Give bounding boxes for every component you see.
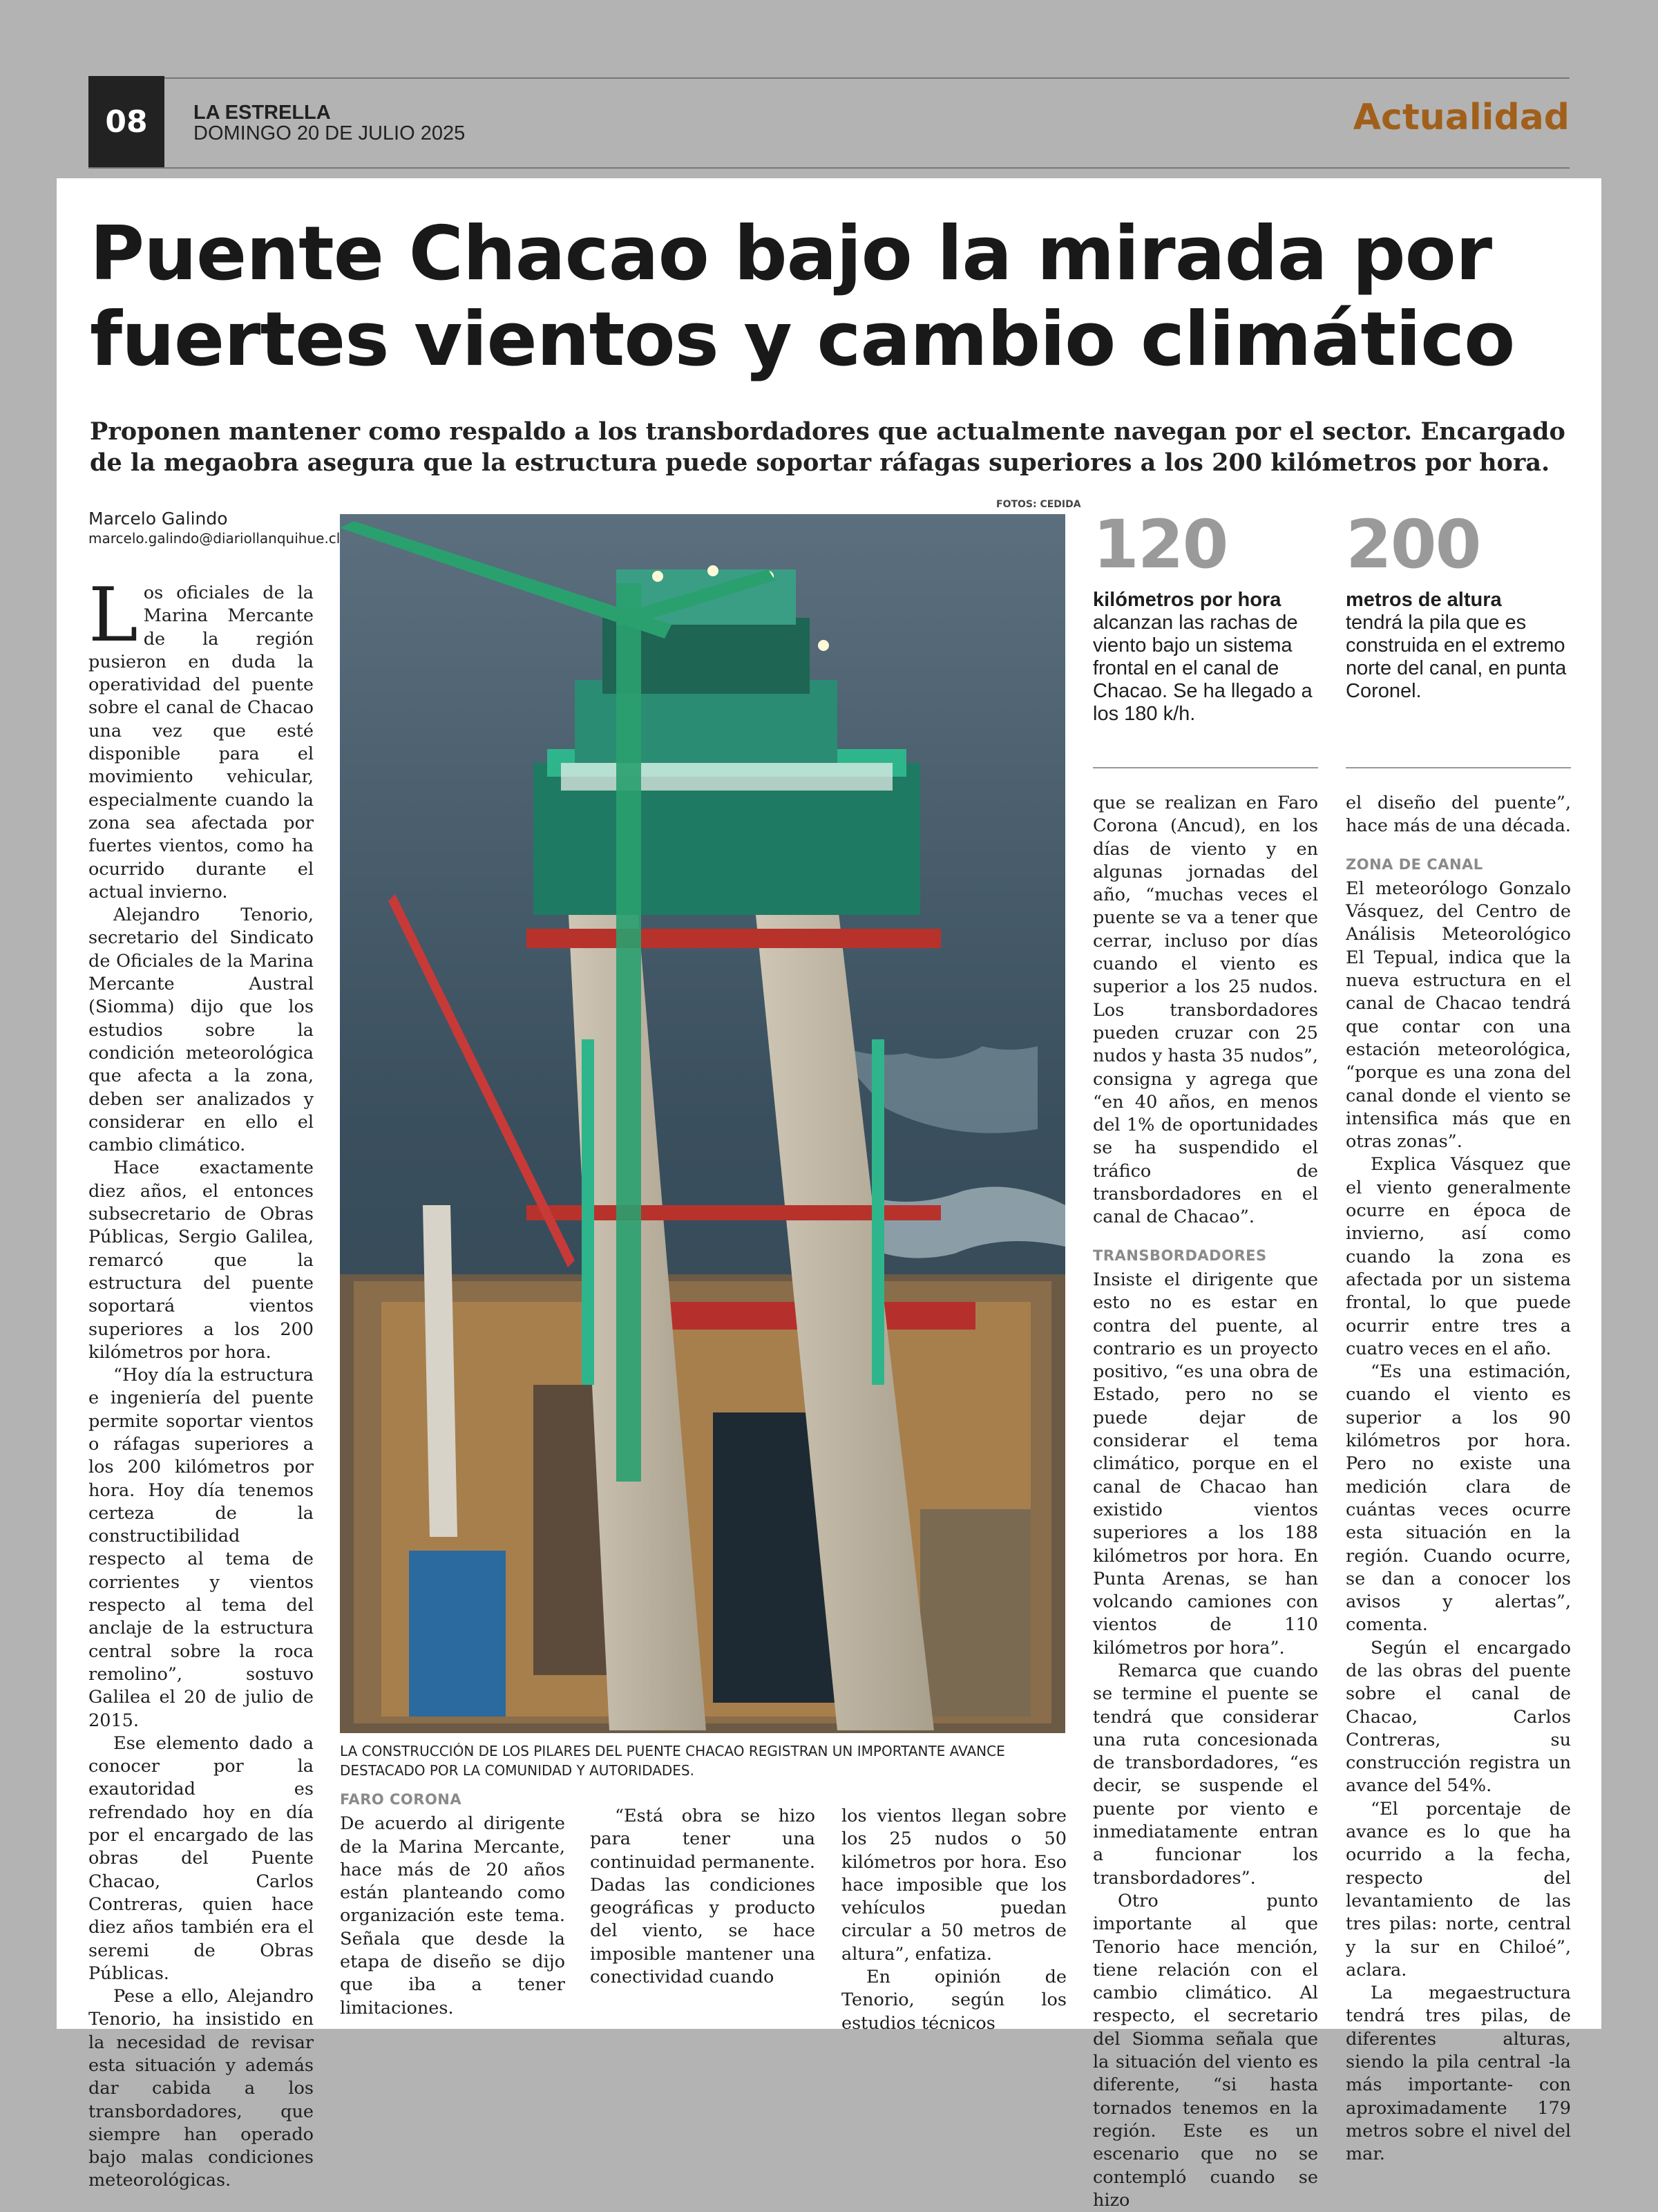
paragraph: La megaestructura tendrá tres pilas, de diferentes alturas, siendo la pila central -la más importante- con aproximadamente 179 metros sobre el nivel del mar. bbox=[1346, 1983, 1571, 2165]
factbox-text: tendrá la pila que es construida en el extremo norte del canal, en punta Coronel. bbox=[1346, 612, 1567, 702]
paragraph: Según el encargado de las obras del puente sobre el canal de Chacao, Carlos Contreras, su construcción registra un avance del 54%. bbox=[1346, 1637, 1571, 1797]
deck: Proponen mantener como respaldo a los transbordadores que actualmente navegan por el sector. Encargado de la megaobra asegura que la estructura puede soportar ráfagas superiores a los 200 kilómetros por hora. bbox=[90, 417, 1565, 477]
subhead-transbordadores: TRANSBORDADORES bbox=[1093, 1247, 1267, 1264]
paragraph: Alejandro Tenorio, secretario del Sindicato de Oficiales de la Marina Mercante Austral (Siomma) dijo que los estudios sobre la condición meteorológica que afecta a la zona, deben ser analizados y considerar en ello el cambio climático. bbox=[88, 905, 314, 1156]
subhead-zona-de-canal: ZONA DE CANAL bbox=[1346, 856, 1483, 873]
paragraph: Explica Vásquez que el viento generalmente ocurre en época de invierno, así como cuando la zona es afectada por un sistema frontal, lo que puede ocurrir entre tres a cuatro veces en el año. bbox=[1346, 1154, 1571, 1359]
photo-caption: LA CONSTRUCCIÓN DE LOS PILARES DEL PUENTE CHACAO REGISTRAN UN IMPORTANTE AVANCE DESTACADO POR LA COMUNIDAD Y AUTORIDADES. bbox=[340, 1743, 1005, 1779]
subhead-faro-corona: FARO CORONA bbox=[340, 1791, 462, 1808]
column-6 bbox=[1346, 792, 1571, 2166]
paragraph: Ese elemento dado a conocer por la exautoridad es refrendado hoy en día por el encargado de las obras del Puente Chacao, Carlos Contreras, quien hace diez años también era el seremi de Obras Públicas. bbox=[88, 1732, 314, 1984]
column-5 bbox=[1093, 792, 1318, 2212]
issue-date: DOMINGO 20 DE JULIO 2025 bbox=[193, 122, 466, 145]
bridge-construction-photo bbox=[340, 514, 1065, 1733]
column-3 bbox=[590, 1805, 815, 1989]
paragraph: Remarca que cuando se termine el puente se tendrá que considerar una ruta concesionada de transbordadores, “es decir, se suspende el puente por viento e inmediatamente entran a funcionar los transbordadores”. bbox=[1093, 1660, 1318, 1889]
page-number: 08 bbox=[88, 76, 164, 167]
top-rule bbox=[88, 77, 1570, 79]
paragraph: que se realizan en Faro Corona (Ancud), en los días de viento y en algunas jornadas del año, “muchas veces el puente se va a tener que cerrar, incluso por días cuando el viento es superior a los 25 nudos. Los transbordadores pueden cruzar con 25 nudos y hasta 35 nudos”, consigna y agrega que “en 40 años, en menos del 1% de oportunidades se ha suspendido el tráfico de transbordadores en el canal de Chacao”. bbox=[1093, 793, 1318, 1228]
paragraph: Hace exactamente diez años, el entonces subsecretario de Obras Públicas, Sergio Galilea, remarcó que la estructura del puente soportará vientos superiores a los 200 kilómetros por hora. bbox=[88, 1157, 314, 1363]
factbox-height bbox=[1346, 506, 1588, 703]
column-2 bbox=[340, 1788, 565, 2020]
factbox-number: 120 bbox=[1093, 506, 1228, 583]
factbox-number: 200 bbox=[1346, 506, 1480, 583]
author-email: marcelo.galindo@diariollanquihue.cl bbox=[88, 530, 341, 547]
paragraph: “Hoy día la estructura e ingeniería del puente permite soportar vientos o ráfagas superiores a los 200 kilómetros por hora. Hoy día tenemos certeza de la constructibilidad respecto al tema de corrientes y vientos respecto al tema del anclaje de la estructura central sobre la roca remolino”, sostuvo Galilea el 20 de julio de 2015. bbox=[88, 1365, 314, 1731]
newspaper-name: LA ESTRELLA bbox=[193, 102, 331, 124]
masthead bbox=[193, 102, 465, 144]
factbox-divider bbox=[1093, 767, 1318, 768]
paragraph: “El porcentaje de avance es lo que ha ocurrido a la fecha, respecto del levantamiento de las tres pilas: norte, central y la sur en Chiloé”, aclara. bbox=[1346, 1798, 1571, 1981]
factbox-text: alcanzan las rachas de viento bajo un sistema frontal en el canal de Chacao. Se ha llegado a los 180 k/h. bbox=[1093, 612, 1313, 725]
column-4 bbox=[841, 1805, 1067, 2035]
factbox-label: kilómetros por hora bbox=[1093, 589, 1281, 611]
column-1 bbox=[88, 572, 314, 2193]
section-label: Actualidad bbox=[1353, 97, 1570, 138]
photo-credit: FOTOS: CEDIDA bbox=[996, 499, 1081, 510]
paragraph: el diseño del puente”, hace más de una década. bbox=[1346, 793, 1571, 837]
aerial-photo-illustration bbox=[340, 514, 1065, 1733]
header-rule bbox=[88, 167, 1570, 169]
paragraph: En opinión de Tenorio, según los estudios técnicos bbox=[841, 1967, 1067, 2034]
drop-cap: L bbox=[88, 572, 138, 659]
paragraph: Insiste el dirigente que esto no es estar en contra del puente, al contrario es un proyecto positivo, “es una obra de Estado, pero no se puede dejar de considerar el tema climático, porque en el canal de Chacao han existido vientos superiores a los 188 kilómetros por hora. En Punta Arenas, se han volcando camiones con vientos de 110 kilómetros por hora”. bbox=[1093, 1269, 1318, 1658]
paragraph: Pese a ello, Alejandro Tenorio, ha insistido en la necesidad de revisar esta situación y además dar cabida a los transbordadores, que siempre han operado bajo malas condiciones meteorológicas. bbox=[88, 1986, 314, 2191]
lead-paragraph bbox=[88, 572, 314, 904]
lead-text: os oficiales de la Marina Mercante de la región pusieron en duda la operatividad del puente sobre el canal de Chacao una vez que esté disponible para el movimiento vehicular, especialmente cuando la zona sea afectada por fuertes vientos, como ha ocurrido durante el actual invierno. bbox=[88, 583, 314, 902]
paragraph: “Está obra se hizo para tener una continuidad permanente. Dadas las condiciones geográficas y producto del viento, se hace imposible mantener una conectividad cuando bbox=[590, 1806, 815, 1988]
headline: Puente Chacao bajo la mirada por fuertes vientos y cambio climático bbox=[90, 211, 1515, 383]
article-page bbox=[57, 178, 1601, 2211]
paragraph: los vientos llegan sobre los 25 nudos o 50 kilómetros por hora. Eso hace imposible que los vehículos puedan circular a 50 metros de altura”, enfatiza. bbox=[841, 1806, 1067, 1965]
paragraph: “Es una estimación, cuando el viento es superior a los 90 kilómetros por hora. Pero no existe una medición clara de cuántas veces ocurre esta situación en la región. Cuando ocurre, se dan a conocer los avisos y alertas”, comenta. bbox=[1346, 1361, 1571, 1636]
paragraph: El meteorólogo Gonzalo Vásquez, del Centro de Análisis Meteorológico El Tepual, indica que la nueva estructura en el canal de Chacao tendrá que contar con una estación meteorológica, “porque es una zona del canal donde el viento se intensifica más que en otras zonas”. bbox=[1346, 878, 1571, 1153]
factbox-label: metros de altura bbox=[1346, 589, 1502, 611]
byline bbox=[88, 509, 340, 547]
factbox-divider bbox=[1346, 767, 1571, 768]
paragraph: Otro punto importante al que Tenorio hace mención, tiene relación con el cambio climático. Al respecto, el secretario del Siomma señala que la situación del viento es diferente, “si hasta tornados tenemos en la región. Este es un escenario que no se contempló cuando se hizo bbox=[1093, 1890, 1318, 2211]
author-name: Marcelo Galindo bbox=[88, 509, 228, 529]
paragraph: De acuerdo al dirigente de la Marina Mercante, hace más de 20 años están planteando como organización este tema. Señala que desde la etapa de diseño se dijo que iba a tener limitaciones. bbox=[340, 1813, 565, 2019]
factbox-wind-speed bbox=[1093, 506, 1335, 726]
